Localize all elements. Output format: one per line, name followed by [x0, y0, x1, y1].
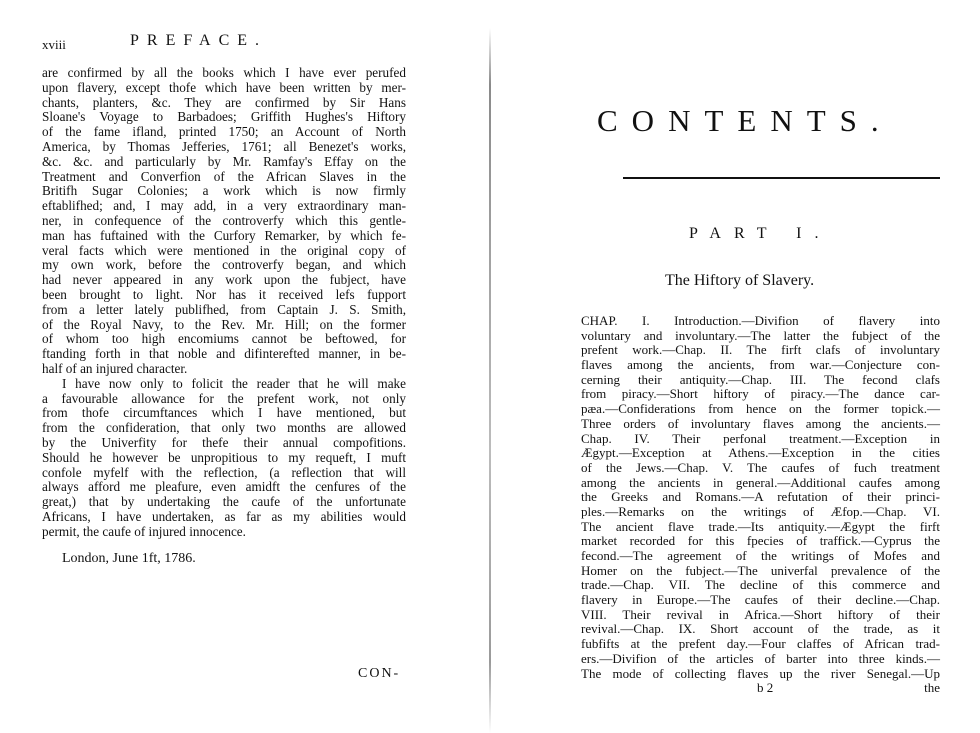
text-line: of whom too high encomiums cannot be beftowed, for [42, 331, 406, 347]
text-line: ers.—Divifion of the articles of barter into three kinds.— [581, 650, 940, 666]
text-line: I have now only to folicit the reader that he will make [62, 375, 406, 391]
catchword: CON- [358, 666, 401, 681]
text-line: Three orders of involuntary flaves among the ancients.— [581, 415, 940, 431]
text-line: ner, in confequence of the controverfy which this gentle- [42, 212, 406, 228]
text-line: Britifh Sugar Colonies; a work which is now firmly [42, 183, 406, 199]
running-head [42, 32, 268, 54]
text-line: of the Jews.—Chap. V. The caufes of fuch treatment [581, 459, 940, 475]
title-rule [623, 177, 940, 179]
text-line: fubfifts at the prefent day.—Four claffes of African trad- [581, 636, 940, 652]
text-line: by the Univerfity for thefe their annual compofitions. [42, 434, 406, 450]
text-line: Sloane's Voyage to Barbadoes; Griffith Hughes's Hiftory [42, 109, 406, 125]
text-line: VIII. Their revival in Africa.—Short hiftory of their [581, 606, 940, 622]
text-line: among the ancients in general.—Additional caufes among [581, 474, 940, 490]
text-line: Treatment and Converfion of the African Slaves in the [42, 168, 406, 184]
text-line: permit, the caufe of injured innocence. [42, 523, 246, 539]
text-line: from thofe circumftances which I have mentioned, but [42, 405, 406, 421]
text-line: fecond.—The agreement of the writings of Mofes and [581, 548, 940, 563]
text-line: The ancient flave trade.—Its antiquity.—Ægypt the firft [581, 518, 940, 534]
text-line: from a letter lately publifhed, from Captain J. S. Smith, [42, 301, 406, 317]
book-gutter [489, 28, 491, 733]
text-line: chants, planters, &c. They are confirmed by Sir Hans [42, 94, 406, 110]
text-line: are confirmed by all the books which I have ever perufed [42, 65, 406, 80]
text-line: Chap. IV. Their perfonal treatment.—Exception in [581, 430, 940, 446]
preface-signoff: London, June 1ft, 1786. [62, 551, 196, 566]
text-line: from piracy.—Short hiftory of piracy.—The dance car- [581, 386, 940, 402]
text-line: of the Royal Navy, to the Rev. Mr. Hill; on the former [42, 316, 406, 332]
preface-text [42, 66, 406, 540]
text-line: CHAP. I. Introduction.—Divifion of flavery into [581, 313, 940, 328]
text-line: America, by Thomas Jefferies, 1761; all Benezet's works, [42, 138, 406, 154]
text-line: had never appeared in any work upon the fubject, have [42, 272, 406, 288]
text-line: Africans, I have undertaken, as far as my abilities would [42, 508, 406, 524]
text-line: Should he however be unpropitious to my requeft, I muft [42, 449, 406, 465]
text-line: veral facts which were mentioned in the original copy of [42, 242, 406, 258]
text-line: ples.—Remarks on the writings of Æfop.—Chap. VI. [581, 503, 940, 519]
text-line: pæa.—Confiderations from hence on the former topick.— [581, 401, 940, 417]
text-line: flavery in Europe.—The caufes of their decline.—Chap. [581, 592, 940, 608]
text-line: eftablifhed; and, I may add, in a very extraordinary man- [42, 198, 406, 214]
text-line: of the fame ifland, printed 1750; an Account of North [42, 124, 406, 140]
contents-text [581, 314, 940, 681]
text-line: flaves among the ancients, from war.—Conjecture con- [581, 357, 940, 373]
text-line: cerning their antiquity.—Chap. III. The fecond clafs [581, 371, 940, 387]
page-number: xviii [42, 37, 66, 52]
text-line: Homer on the fubject.—The univerfal prevalence of the [581, 562, 940, 578]
text-line: been brought to light. Nor has it received lefs fupport [42, 286, 406, 302]
text-line: confole myfelf with the reflection, (a reflection that will [42, 464, 406, 480]
text-line: great,) that by undertaking the caufe of the unfortunate [42, 494, 406, 510]
text-line: trade.—Chap. VII. The decline of this commerce and [581, 577, 940, 593]
catchword: the [924, 680, 940, 695]
part-heading: PART I. [689, 225, 832, 242]
text-line: ftanding forth in that noble and difinterefted manner, in be- [42, 346, 406, 362]
part-subtitle: The Hiftory of Slavery. [665, 272, 815, 289]
text-line: Ægypt.—Exception at Athens.—Exception in the cities [581, 445, 940, 461]
text-line: always afford me pleafure, even amidft the cenfures of the [42, 479, 406, 495]
text-line: &c. &c. and particularly by Mr. Ramfay's Effay on the [42, 153, 406, 169]
text-line: from the confideration, that only two months are allowed [42, 420, 406, 436]
text-line: half of an injured character. [42, 360, 188, 376]
running-title: PREFACE. [130, 32, 268, 49]
text-line: revival.—Chap. IX. Short account of the trade, as it [581, 621, 940, 637]
text-line: man has fuftained with the Curfory Remarker, by which fe- [42, 227, 406, 243]
text-line: the Greeks and Romans.—A refutation of their princi- [581, 489, 940, 505]
text-line: a favourable allowance for the prefent work, not only [42, 390, 406, 406]
text-line: market recorded for this fpecies of traffick.—Cyprus the [581, 533, 940, 549]
text-line: prefent work.—Chap. II. The firft clafs of involuntary [581, 342, 940, 358]
text-line: my own work, before the controverfy began, and which [42, 257, 406, 273]
text-line: The mode of collecting flaves up the river Senegal.—Up [581, 665, 940, 681]
signature-mark: b 2 [757, 680, 774, 695]
contents-title: CONTENTS. [597, 103, 893, 138]
text-line: voluntary and involuntary.—The latter the fubject of the [581, 327, 940, 343]
text-line: upon flavery, except thofe which have been written by mer- [42, 79, 406, 95]
